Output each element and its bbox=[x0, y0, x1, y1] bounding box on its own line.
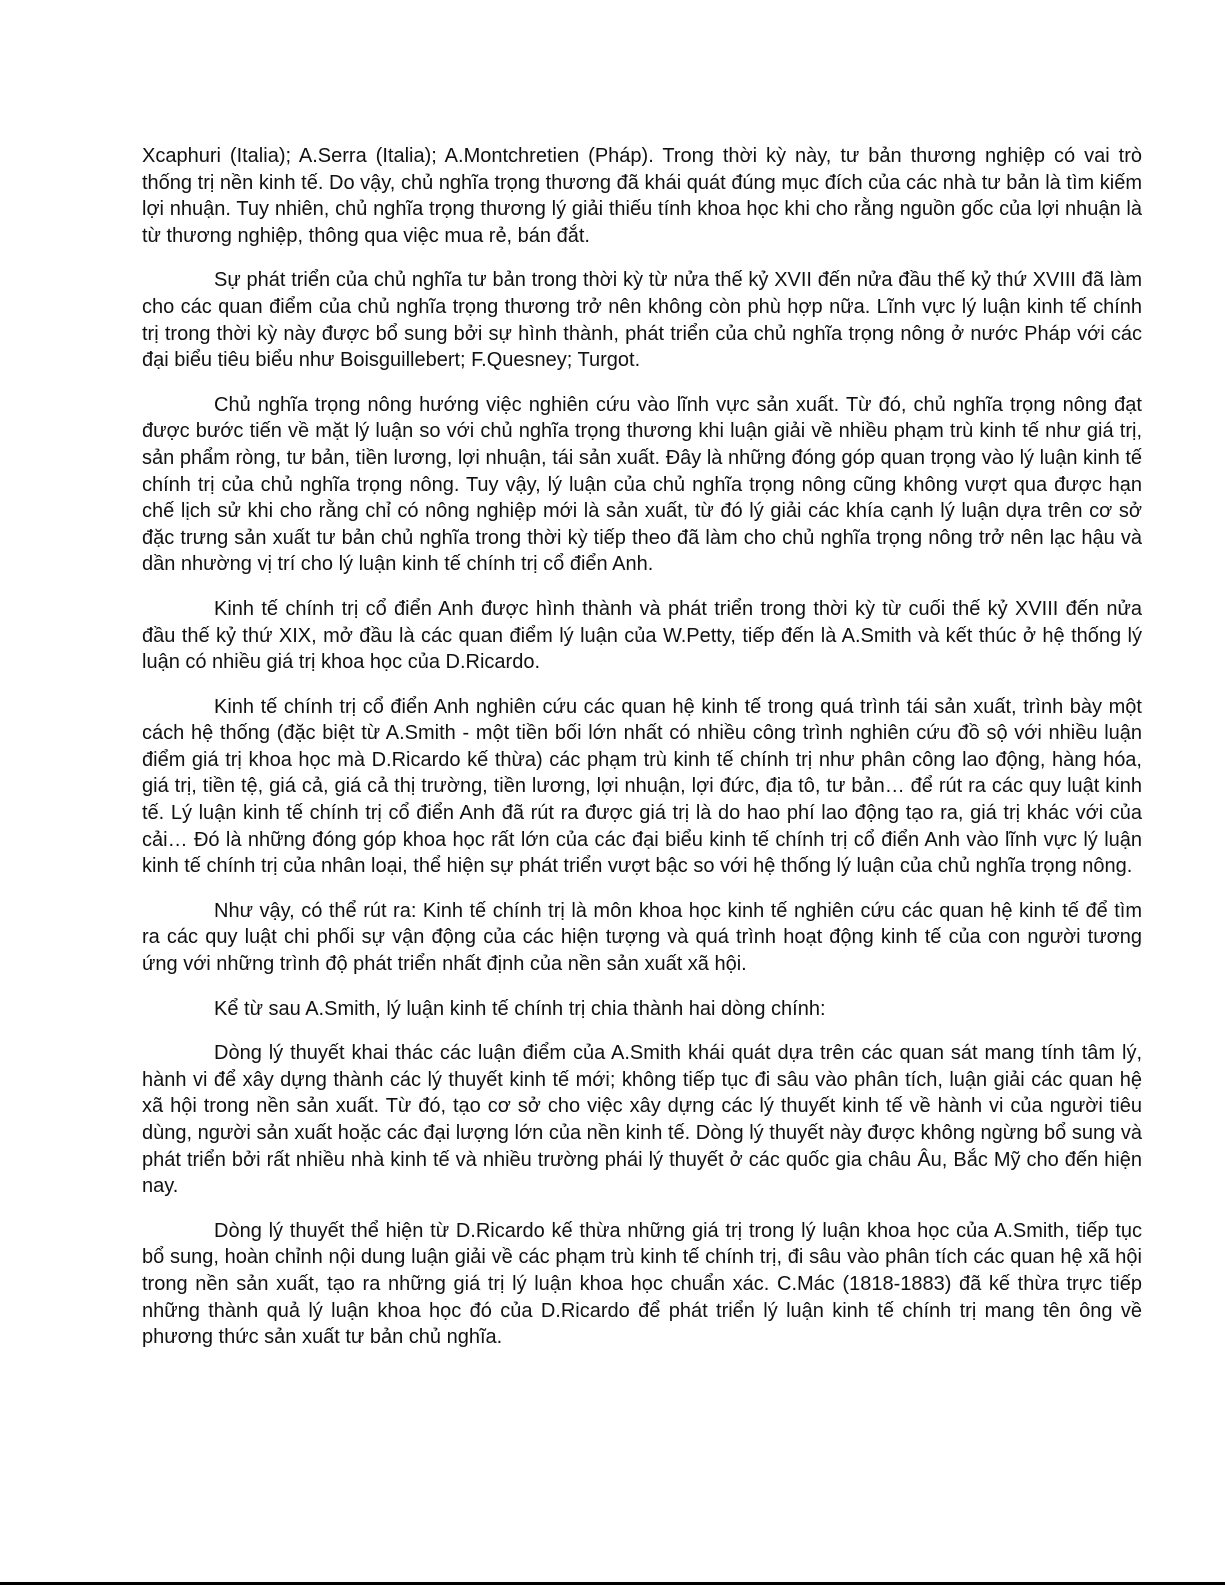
paragraph-definition: Như vậy, có thể rút ra: Kinh tế chính trị là môn khoa học kinh tế nghiên cứu các quan hệ kinh tế để tìm ra các quy luật chi phối sự vận động của các hiện tượng và quá trình hoạt động kinh tế của con người tương ứng với những trình độ phát triển nhất định của nền sản xuất xã hội. bbox=[142, 899, 1142, 976]
paragraph-physiocrats-research: Chủ nghĩa trọng nông hướng việc nghiên cứu vào lĩnh vực sản xuất. Từ đó, chủ nghĩa trọng nông đạt được bước tiến về mặt lý luận so với chủ nghĩa trọng thương khi luận giải về nhiều phạm trù kinh tế như giá trị, sản phẩm ròng, tư bản, tiền lương, lợi nhuận, tái sản xuất. Đây là những đóng góp quan trọng vào lý luận kinh tế chính trị của chủ nghĩa trọng nông. Tuy vậy, lý luận của chủ nghĩa trọng nông cũng không vượt qua được hạn chế lịch sử khi cho rằng chỉ có nông nghiệp mới là sản xuất, từ đó lý giải các khía cạnh lý luận dựa trên cơ sở đặc trưng sản xuất tư bản chủ nghĩa trong thời kỳ tiếp theo đã làm cho chủ nghĩa trọng nông trở nên lạc hậu và dần nhường vị trí cho lý luận kinh tế chính trị cổ điển Anh. bbox=[142, 393, 1142, 576]
paragraph-classical-english-origin: Kinh tế chính trị cổ điển Anh được hình thành và phát triển trong thời kỳ từ cuối thế kỷ XVIII đến nửa đầu thế kỷ thứ XIX, mở đầu là các quan điểm lý luận của W.Petty, tiếp đến là A.Smith và kết thúc ở hệ thống lý luận có nhiều giá trị khoa học của D.Ricardo. bbox=[142, 597, 1142, 674]
paragraph-continuation: Xcaphuri (Italia); A.Serra (Italia); A.Montchretien (Pháp). Trong thời kỳ này, tư bản thương nghiệp có vai trò thống trị nền kinh tế. Do vậy, chủ nghĩa trọng thương đã khái quát đúng mục đích của các nhà tư bản là tìm kiếm lợi nhuận. Tuy nhiên, chủ nghĩa trọng thương lý giải thiếu tính khoa học khi cho rằng nguồn gốc của lợi nhuận là từ thương nghiệp, thông qua việc mua rẻ, bán đắt. bbox=[142, 145, 1142, 247]
paragraph-classical-english-research: Kinh tế chính trị cổ điển Anh nghiên cứu các quan hệ kinh tế trong quá trình tái sản xuất, trình bày một cách hệ thống (đặc biệt từ A.Smith - một tiền bối lớn nhất có nhiều công trình nghiên cứu đồ sộ với nhiều luận điểm giá trị khoa học mà D.Ricardo kế thừa) các phạm trù kinh tế chính trị như phân công lao động, hàng hóa, giá trị, tiền tệ, giá cả, giá cả thị trường, tiền lương, lợi nhuận, lợi đức, địa tô, tư bản… để rút ra các quy luật kinh tế. Lý luận kinh tế chính trị cổ điển Anh đã rút ra được giá trị là do hao phí lao động tạo ra, giá trị khác với của cải… Đó là những đóng góp khoa học rất lớn của các đại biểu kinh tế chính trị cổ điển Anh vào lĩnh vực lý luận kinh tế chính trị của nhân loại, thể hiện sự phát triển vượt bậc so với hệ thống lý luận của chủ nghĩa trọng nông. bbox=[142, 695, 1142, 878]
paragraph-second-stream: Dòng lý thuyết thể hiện từ D.Ricardo kế thừa những giá trị trong lý luận khoa học của A.Smith, tiếp tục bổ sung, hoàn chỉnh nội dung luận giải về các phạm trù kinh tế chính trị, đi sâu vào phân tích các quan hệ xã hội trong nền sản xuất, tạo ra những giá trị lý luận khoa học chuẩn xác. C.Mác (1818-1883) đã kế thừa trực tiếp những thành quả lý luận khoa học đó của D.Ricardo để phát triển lý luận kinh tế chính trị mang tên ông về phương thức sản xuất tư bản chủ nghĩa. bbox=[142, 1219, 1142, 1349]
paragraph-two-streams: Kể từ sau A.Smith, lý luận kinh tế chính trị chia thành hai dòng chính: bbox=[214, 997, 826, 1020]
paragraph-first-stream: Dòng lý thuyết khai thác các luận điểm của A.Smith khái quát dựa trên các quan sát mang tính tâm lý, hành vi để xây dựng thành các lý thuyết kinh tế mới; không tiếp tục đi sâu vào phân tích, luận giải các quan hệ xã hội trong nền sản xuất. Từ đó, tạo cơ sở cho việc xây dựng các lý thuyết kinh tế về hành vi của người tiêu dùng, người sản xuất hoặc các đại lượng lớn của nền kinh tế. Dòng lý thuyết này được không ngừng bổ sung và phát triển bởi rất nhiều nhà kinh tế và nhiều trường phái lý thuyết ở các quốc gia châu Âu, Bắc Mỹ cho đến hiện nay. bbox=[142, 1042, 1142, 1198]
paragraph-physiocrats-rise: Sự phát triển của chủ nghĩa tư bản trong thời kỳ từ nửa thế kỷ XVII đến nửa đầu thế kỷ thứ XVIII đã làm cho các quan điểm của chủ nghĩa trọng thương trở nên không còn phù hợp nữa. Lĩnh vực lý luận kinh tế chính trị trong thời kỳ này được bổ sung bởi sự hình thành, phát triển của chủ nghĩa trọng nông ở nước Pháp với các đại biểu tiêu biểu như Boisguillebert; F.Quesney; Turgot. bbox=[142, 269, 1142, 372]
document-body bbox=[142, 143, 1142, 1369]
